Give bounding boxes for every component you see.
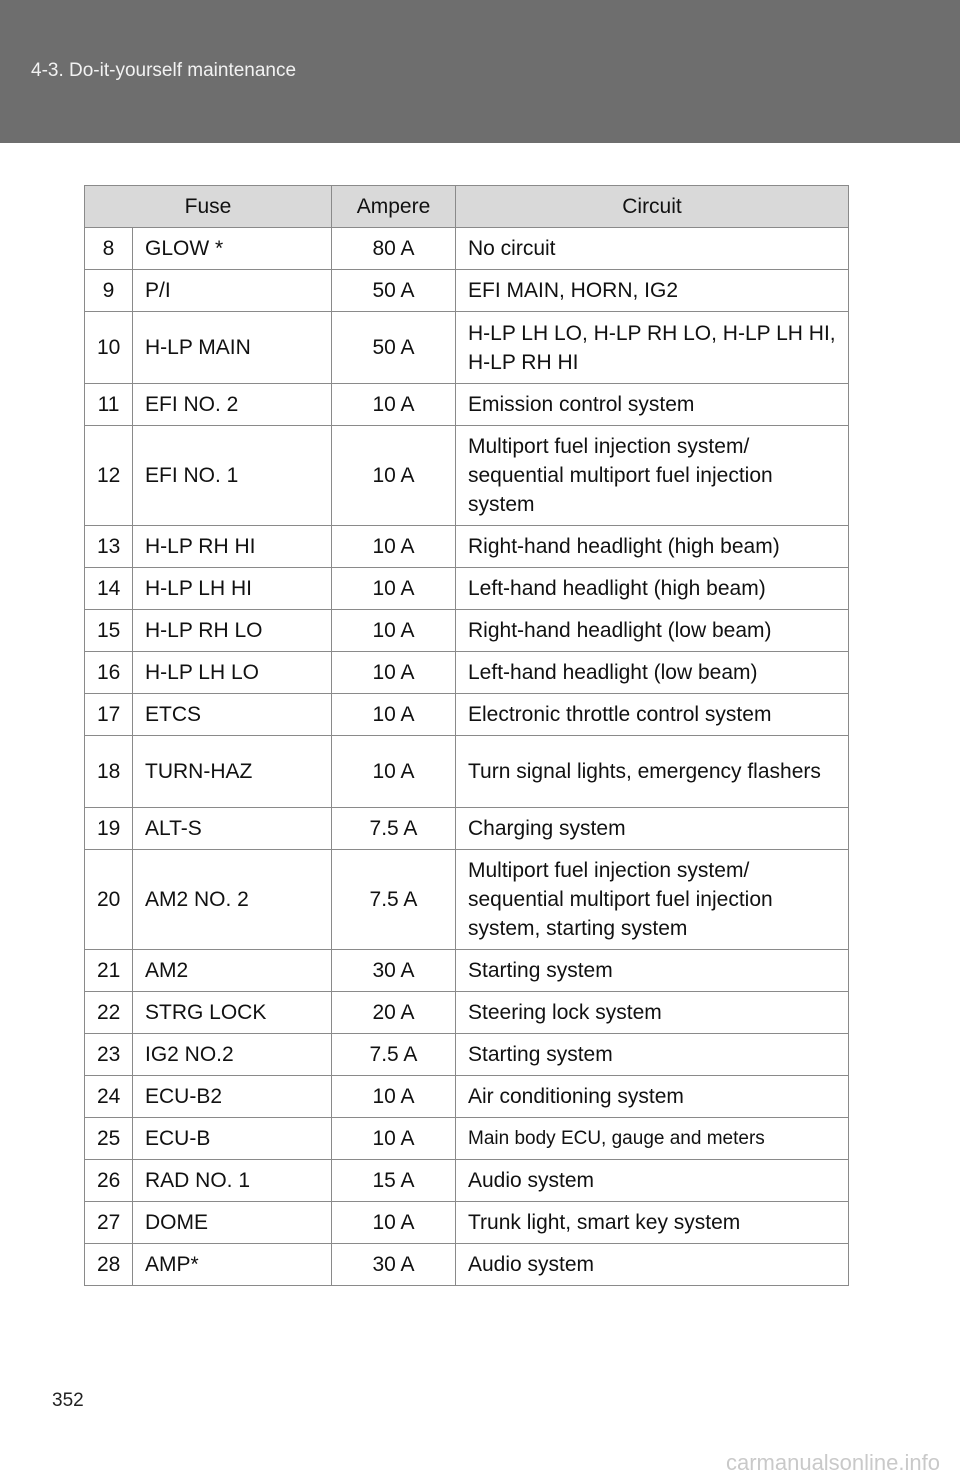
fuse-number: 28 (85, 1244, 133, 1286)
table-row (85, 1076, 849, 1118)
fuse-number: 24 (85, 1076, 133, 1118)
table-row (85, 950, 849, 992)
page-number: 352 (52, 1390, 84, 1411)
fuse-ampere: 50 A (332, 312, 456, 384)
column-header-fuse: Fuse (85, 186, 332, 228)
fuse-name: EFI NO. 1 (133, 426, 332, 526)
fuse-number: 8 (85, 228, 133, 270)
table-row (85, 1034, 849, 1076)
table-row (85, 610, 849, 652)
fuse-number: 23 (85, 1034, 133, 1076)
watermark: carmanualsonline.info (725, 1450, 940, 1475)
fuse-ampere: 10 A (332, 694, 456, 736)
table-row (85, 736, 849, 808)
table-row (85, 850, 849, 950)
fuse-circuit: Emission control system (456, 384, 849, 426)
fuse-number: 27 (85, 1202, 133, 1244)
table-row (85, 652, 849, 694)
fuse-number: 12 (85, 426, 133, 526)
fuse-ampere: 10 A (332, 1202, 456, 1244)
fuse-number: 14 (85, 568, 133, 610)
fuse-circuit: Trunk light, smart key system (456, 1202, 849, 1244)
fuse-circuit: Turn signal lights, emergency flashers (456, 736, 849, 808)
fuse-name: STRG LOCK (133, 992, 332, 1034)
table-row (85, 1244, 849, 1286)
fuse-circuit: Right-hand headlight (high beam) (456, 526, 849, 568)
fuse-circuit: No circuit (456, 228, 849, 270)
fuse-circuit: Electronic throttle control system (456, 694, 849, 736)
fuse-number: 13 (85, 526, 133, 568)
fuse-circuit: Multiport fuel injection system/ sequential multiport fuel injection system, starting system (456, 850, 849, 950)
fuse-name: ECU-B (133, 1118, 332, 1160)
table-row (85, 270, 849, 312)
fuse-name: H-LP LH HI (133, 568, 332, 610)
fuse-ampere: 10 A (332, 610, 456, 652)
fuse-name: TURN-HAZ (133, 736, 332, 808)
fuse-circuit: H-LP LH LO, H-LP RH LO, H-LP LH HI, H-LP RH HI (456, 312, 849, 384)
fuse-ampere: 7.5 A (332, 1034, 456, 1076)
fuse-number: 10 (85, 312, 133, 384)
fuse-ampere: 50 A (332, 270, 456, 312)
fuse-ampere: 10 A (332, 526, 456, 568)
fuse-name: H-LP MAIN (133, 312, 332, 384)
fuse-circuit: Starting system (456, 1034, 849, 1076)
fuse-ampere: 15 A (332, 1160, 456, 1202)
fuse-number: 25 (85, 1118, 133, 1160)
table-row (85, 568, 849, 610)
fuse-number: 18 (85, 736, 133, 808)
table-row (85, 1202, 849, 1244)
fuse-name: H-LP LH LO (133, 652, 332, 694)
table-row (85, 426, 849, 526)
table-row (85, 312, 849, 384)
fuse-circuit: Audio system (456, 1244, 849, 1286)
table-body (85, 228, 849, 1286)
fuse-ampere: 30 A (332, 950, 456, 992)
fuse-circuit: EFI MAIN, HORN, IG2 (456, 270, 849, 312)
fuse-circuit: Steering lock system (456, 992, 849, 1034)
fuse-circuit: Starting system (456, 950, 849, 992)
fuse-ampere: 80 A (332, 228, 456, 270)
fuse-number: 11 (85, 384, 133, 426)
fuse-number: 16 (85, 652, 133, 694)
fuse-name: EFI NO. 2 (133, 384, 332, 426)
fuse-number: 9 (85, 270, 133, 312)
fuse-ampere: 10 A (332, 736, 456, 808)
fuse-number: 26 (85, 1160, 133, 1202)
fuse-number: 15 (85, 610, 133, 652)
fuse-ampere: 10 A (332, 426, 456, 526)
fuse-ampere: 7.5 A (332, 850, 456, 950)
fuse-number: 22 (85, 992, 133, 1034)
fuse-circuit: Left-hand headlight (high beam) (456, 568, 849, 610)
fuse-number: 19 (85, 808, 133, 850)
fuse-name: H-LP RH HI (133, 526, 332, 568)
table-header-row (85, 186, 849, 228)
table-row (85, 694, 849, 736)
table-row (85, 228, 849, 270)
table-row (85, 1118, 849, 1160)
fuse-ampere: 10 A (332, 1076, 456, 1118)
section-title: 4-3. Do-it-yourself maintenance (31, 60, 297, 81)
fuse-ampere: 10 A (332, 384, 456, 426)
fuse-number: 20 (85, 850, 133, 950)
column-header-circuit: Circuit (456, 186, 849, 228)
fuse-name: GLOW * (133, 228, 332, 270)
fuse-ampere: 20 A (332, 992, 456, 1034)
fuse-name: ALT-S (133, 808, 332, 850)
fuse-circuit: Audio system (456, 1160, 849, 1202)
table-row (85, 992, 849, 1034)
fuse-name: DOME (133, 1202, 332, 1244)
fuse-circuit: Multiport fuel injection system/ sequential multiport fuel injection system (456, 426, 849, 526)
fuse-circuit: Right-hand headlight (low beam) (456, 610, 849, 652)
fuse-name: ETCS (133, 694, 332, 736)
fuse-circuit: Left-hand headlight (low beam) (456, 652, 849, 694)
fuse-name: ECU-B2 (133, 1076, 332, 1118)
fuse-name: P/I (133, 270, 332, 312)
fuse-name: AM2 NO. 2 (133, 850, 332, 950)
fuse-number: 21 (85, 950, 133, 992)
fuse-name: AMP* (133, 1244, 332, 1286)
fuse-ampere: 10 A (332, 568, 456, 610)
fuse-name: AM2 (133, 950, 332, 992)
table-row (85, 1160, 849, 1202)
fuse-ampere: 10 A (332, 1118, 456, 1160)
fuse-circuit: Main body ECU, gauge and meters (456, 1118, 849, 1160)
table-row (85, 384, 849, 426)
fuse-name: H-LP RH LO (133, 610, 332, 652)
fuse-number: 17 (85, 694, 133, 736)
fuse-name: RAD NO. 1 (133, 1160, 332, 1202)
column-header-ampere: Ampere (332, 186, 456, 228)
table-row (85, 526, 849, 568)
table-row (85, 808, 849, 850)
fuse-circuit: Air conditioning system (456, 1076, 849, 1118)
fuse-ampere: 30 A (332, 1244, 456, 1286)
fuse-name: IG2 NO.2 (133, 1034, 332, 1076)
fuse-ampere: 7.5 A (332, 808, 456, 850)
chapter-header (0, 0, 960, 143)
fuse-table (84, 185, 849, 1286)
fuse-ampere: 10 A (332, 652, 456, 694)
fuse-circuit: Charging system (456, 808, 849, 850)
